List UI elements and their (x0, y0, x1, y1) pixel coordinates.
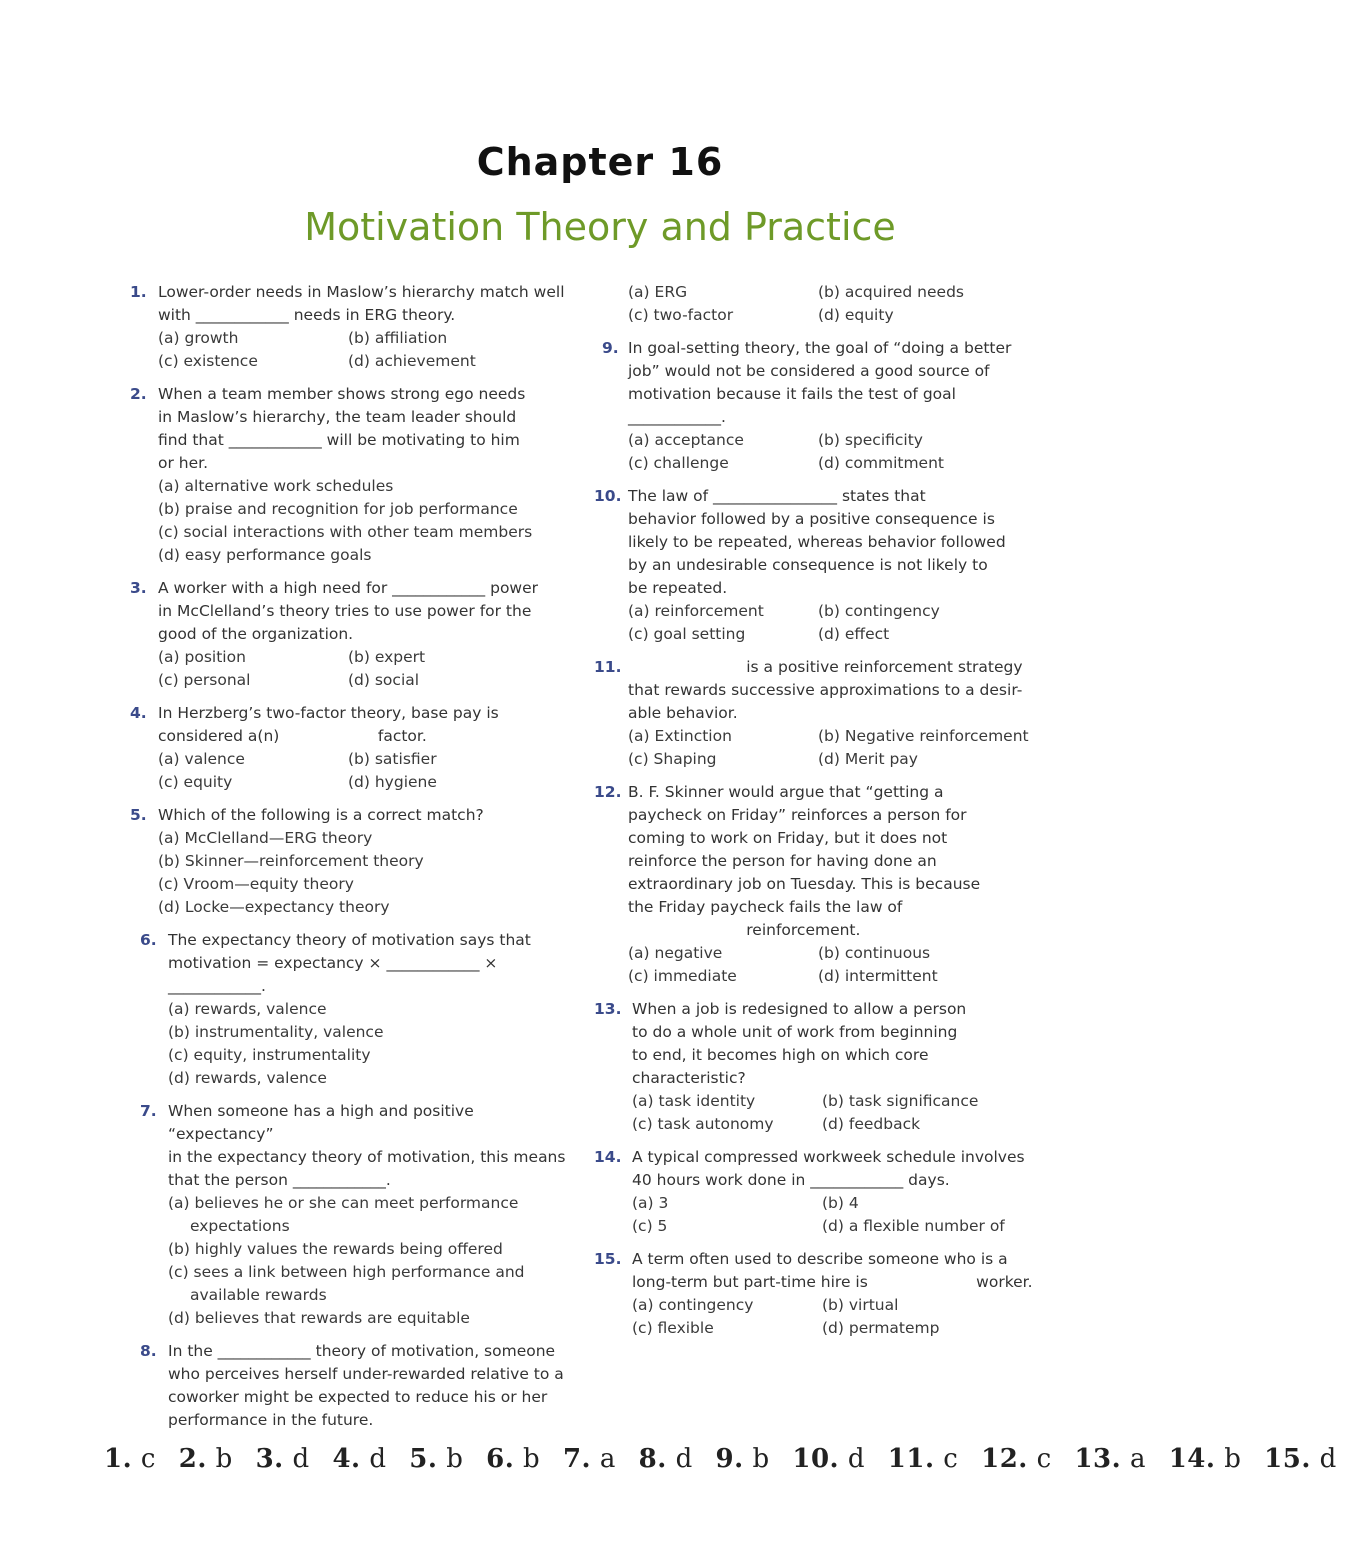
question-5 (130, 804, 580, 919)
option-b: (b) instrumentality, valence (168, 1023, 384, 1041)
question-13 (594, 998, 1054, 1136)
option-b: (b) expert (348, 648, 426, 666)
question-10 (594, 485, 1054, 646)
option-d: (d) Merit pay (818, 750, 918, 768)
answer-14: 14. b (1168, 1444, 1242, 1474)
option-c: (c) equity (158, 773, 233, 791)
option-d: (d) rewards, valence (168, 1069, 327, 1087)
answer-4: 4. d (332, 1444, 387, 1474)
answer-options (628, 942, 1054, 988)
option-a: (a) McClelland—ERG theory (158, 829, 373, 847)
option-d: (d) permatemp (822, 1319, 940, 1337)
option-b: (b) specificity (818, 431, 923, 449)
answer-options (168, 998, 580, 1090)
option-a: (a) 3 (632, 1194, 669, 1212)
option-a: (a) acceptance (628, 431, 744, 449)
option-a: (a) ERG (628, 283, 688, 301)
answer-10: 10. d (792, 1444, 866, 1474)
answer-options (168, 1192, 580, 1330)
answer-3: 3. d (255, 1444, 310, 1474)
answer-1: 1. c (104, 1444, 156, 1474)
option-c: (c) personal (158, 671, 251, 689)
question-3 (130, 577, 580, 692)
option-c: (c) Vroom—equity theory (158, 875, 354, 893)
option-c: (c) 5 (632, 1217, 668, 1235)
answer-13: 13. a (1074, 1444, 1146, 1474)
question-1 (130, 281, 580, 373)
answer-6: 6. b (486, 1444, 541, 1474)
question-4 (130, 702, 580, 794)
option-a: (a) Extinction (628, 727, 732, 745)
question-text: A term often used to describe someone who is a long-term but part-time hire is worker. (632, 1250, 1033, 1291)
option-d: (d) feedback (822, 1115, 921, 1133)
option-a: (a) contingency (632, 1296, 754, 1314)
question-2 (130, 383, 580, 567)
option-b: (b) contingency (818, 602, 940, 620)
option-c: (c) equity, instrumentality (168, 1046, 371, 1064)
question-text: In goal-setting theory, the goal of “doing a better job” would not be considered a good source of motivation because it fails the test of goal ____________. (628, 339, 1012, 426)
answer-key (104, 1444, 1337, 1474)
question-number: 12. (594, 783, 622, 801)
option-c: (c) two-factor (628, 306, 734, 324)
answer-7: 7. a (562, 1444, 616, 1474)
answer-5: 5. b (409, 1444, 464, 1474)
answer-options (628, 725, 1054, 771)
question-text: B. F. Skinner would argue that “getting a paycheck on Friday” reinforces a person for coming to work on Friday, but it does not reinforce the person for having done an extraordinary job on Tuesday. This is because the Friday paycheck fails the law of reinforcement. (628, 783, 981, 939)
option-d: (d) effect (818, 625, 890, 643)
option-c: (c) challenge (628, 454, 729, 472)
question-15 (594, 1248, 1054, 1340)
option-a: (a) rewards, valence (168, 1000, 327, 1018)
question-number: 6. (140, 931, 157, 949)
option-c: (c) task autonomy (632, 1115, 774, 1133)
chapter-title: Chapter 16 (476, 140, 724, 184)
option-b: (b) virtual (822, 1296, 899, 1314)
option-a: (a) negative (628, 944, 723, 962)
question-number: 13. (594, 1000, 622, 1018)
question-6 (140, 929, 580, 1090)
option-d: (d) commitment (818, 454, 944, 472)
answer-options (628, 429, 1054, 475)
answer-9: 9. b (715, 1444, 770, 1474)
question-text: In the ____________ theory of motivation, someone who perceives herself under-rewarded relative to a coworker might be expected to reduce his or her performance in the future. (168, 1342, 564, 1429)
answer-8: 8. d (638, 1444, 693, 1474)
question-number: 3. (130, 579, 147, 597)
question-11 (594, 656, 1054, 771)
question-text: A typical compressed workweek schedule involves 40 hours work done in ____________ days. (632, 1148, 1025, 1189)
question-number: 9. (602, 339, 619, 357)
option-c: (c) immediate (628, 967, 737, 985)
option-d: (d) a flexible number of (822, 1217, 1005, 1235)
option-c: (c) flexible (632, 1319, 714, 1337)
option-d: (d) equity (818, 306, 894, 324)
option-a: (a) reinforcement (628, 602, 764, 620)
answer-12: 12. c (981, 1444, 1052, 1474)
question-text: The expectancy theory of motivation says that motivation = expectancy × ____________ × ____________. (168, 931, 531, 995)
option-d: (d) easy performance goals (158, 546, 372, 564)
question-text: A worker with a high need for ____________ power in McClelland’s theory tries to use power for the good of the organization. (158, 579, 539, 643)
question-number: 8. (140, 1342, 157, 1360)
question-text: When a team member shows strong ego needs in Maslow’s hierarchy, the team leader should find that ____________ will be motivating to him or her. (158, 385, 526, 472)
option-a: (a) position (158, 648, 246, 666)
option-c: (c) sees a link between high performance and available rewards (168, 1263, 525, 1304)
option-d: (d) Locke—expectancy theory (158, 898, 390, 916)
option-a: (a) valence (158, 750, 245, 768)
option-d: (d) social (348, 671, 420, 689)
answer-options (158, 475, 580, 567)
option-b: (b) Negative reinforcement (818, 727, 1029, 745)
answer-options (158, 827, 580, 919)
question-text: Lower-order needs in Maslow’s hierarchy match well with ____________ needs in ERG theory. (158, 283, 565, 324)
answer-15: 15. d (1264, 1444, 1337, 1474)
option-b: (b) highly values the rewards being offered (168, 1240, 503, 1258)
option-c: (c) Shaping (628, 750, 717, 768)
question-number: 4. (130, 704, 147, 722)
question-text: is a positive reinforcement strategy that rewards successive approximations to a desir- able behavior. (628, 658, 1023, 722)
left-column (130, 281, 580, 1442)
option-a: (a) task identity (632, 1092, 756, 1110)
question-8-options (628, 281, 1054, 327)
option-b: (b) satisfier (348, 750, 437, 768)
option-c: (c) goal setting (628, 625, 746, 643)
option-d: (d) intermittent (818, 967, 938, 985)
question-7 (140, 1100, 580, 1330)
question-12 (594, 781, 1054, 988)
option-b: (b) affiliation (348, 329, 448, 347)
option-b: (b) task significance (822, 1092, 979, 1110)
question-number: 10. (594, 487, 622, 505)
option-b: (b) acquired needs (818, 283, 964, 301)
option-b: (b) Skinner—reinforcement theory (158, 852, 424, 870)
right-column (594, 281, 1054, 1350)
question-text: When someone has a high and positive “expectancy” in the expectancy theory of motivation, this means that the person ____________. (168, 1102, 566, 1189)
answer-options (158, 327, 580, 373)
option-a: (a) alternative work schedules (158, 477, 394, 495)
answer-options (628, 600, 1054, 646)
answer-options (632, 1294, 1054, 1340)
chapter-subtitle: Motivation Theory and Practice (304, 205, 896, 249)
answer-11: 11. c (887, 1444, 959, 1474)
question-9 (594, 337, 1054, 475)
question-number: 2. (130, 385, 147, 403)
answer-2: 2. b (178, 1444, 233, 1474)
question-number: 7. (140, 1102, 157, 1120)
option-b: (b) continuous (818, 944, 931, 962)
option-a: (a) believes he or she can meet performance expectations (168, 1194, 519, 1235)
question-number: 14. (594, 1148, 622, 1166)
question-number: 1. (130, 283, 147, 301)
answer-options (158, 646, 580, 692)
answer-options (632, 1090, 1054, 1136)
question-number: 15. (594, 1250, 622, 1268)
option-c: (c) existence (158, 352, 258, 370)
option-b: (b) 4 (822, 1194, 859, 1212)
answer-options (632, 1192, 1054, 1238)
option-d: (d) hygiene (348, 773, 437, 791)
option-b: (b) praise and recognition for job performance (158, 500, 518, 518)
option-d: (d) believes that rewards are equitable (168, 1309, 470, 1327)
answer-options (158, 748, 580, 794)
question-text: When a job is redesigned to allow a person to do a whole unit of work from beginning to end, it becomes high on which core characteristic? (632, 1000, 967, 1087)
question-text: The law of ________________ states that behavior followed by a positive consequence is likely to be repeated, whereas behavior followed by an undesirable consequence is not likely to be repeated. (628, 487, 1006, 597)
option-a: (a) growth (158, 329, 239, 347)
question-text: In Herzberg’s two-factor theory, base pay is considered a(n) factor. (158, 704, 499, 745)
question-number: 11. (594, 658, 622, 676)
option-c: (c) social interactions with other team members (158, 523, 533, 541)
question-8 (140, 1340, 580, 1432)
question-number: 5. (130, 806, 147, 824)
question-text: Which of the following is a correct match? (158, 806, 484, 824)
option-d: (d) achievement (348, 352, 476, 370)
question-14 (594, 1146, 1054, 1238)
